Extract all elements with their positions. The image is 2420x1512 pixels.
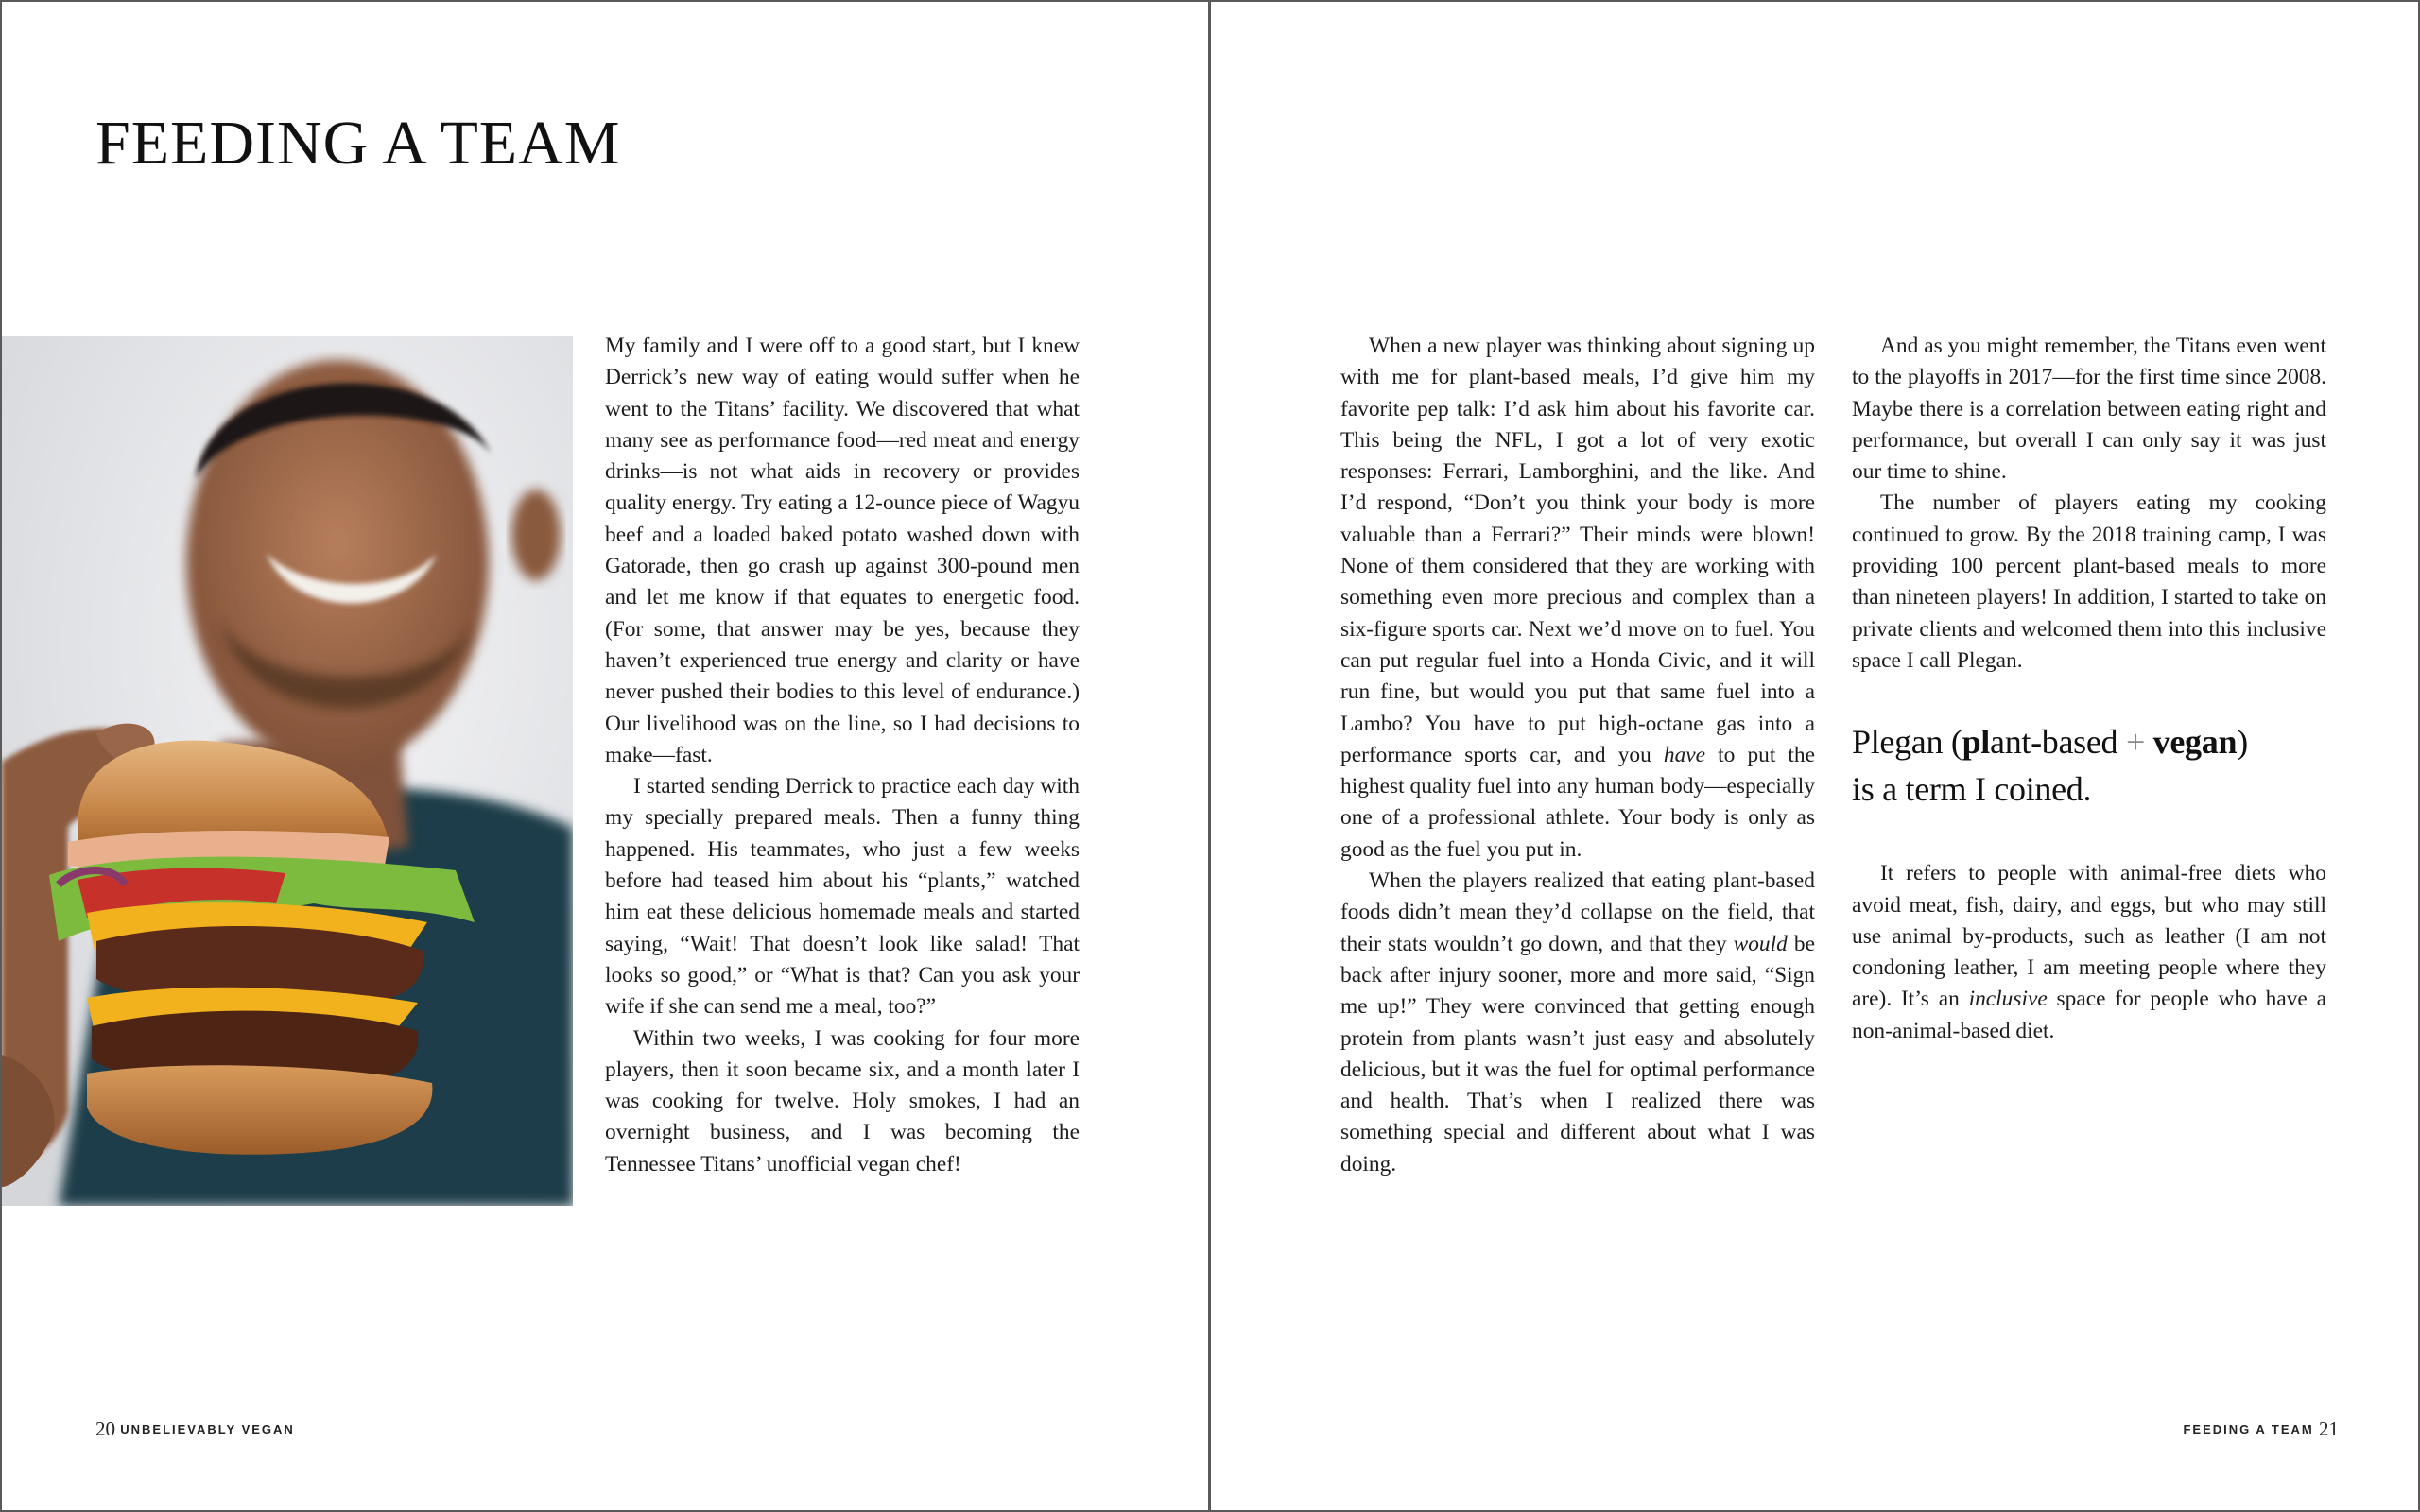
page-number: 20 — [95, 1418, 115, 1440]
text-run: It refers to people with animal-free diets who avoid meat, fish, dairy, and eggs, but who may still use animal by-products, such as leather (I am not condoning leather, I am meeting people where they are). It’s an — [1852, 861, 2326, 1012]
text-run: space for people who have a non-animal-based diet. — [1852, 987, 2326, 1043]
pull-quote-text: ant-based — [1990, 723, 2126, 762]
pull-quote-bold: vegan — [2152, 723, 2238, 762]
text-run: When the players realized that eating plant-based foods didn’t mean they’d collapse on the field, that their stats wouldn’t go down, and that they — [1340, 868, 1815, 956]
pull-quote — [1852, 718, 2326, 813]
gutter-divider — [1208, 0, 1211, 1512]
paragraph — [1340, 866, 1815, 1180]
body-column-2 — [1340, 331, 1815, 1180]
paragraph: I started sending Derrick to practice each day with my specially prepared meals. Then a funny thing happened. His teammates, who just a few weeks before had teased him about his “plants,” watched him eat these delicious homemade meals and started saying, “Wait! That doesn’t look like salad! That looks so good,” or “What is that? Can you ask your wife if she can send me a meal, too?” — [605, 774, 1080, 1020]
text-run: be back after injury sooner, more and more said, “Sign me up!” They were convinced that getting enough protein from plants wasn’t just easy and absolutely delicious, but it was the fuel for optimal performance and health. That’s when I realized there was something special and different about what I was doing. — [1340, 931, 1815, 1177]
pull-quote-text: Plegan ( — [1852, 723, 1962, 762]
folio-right — [2183, 1418, 2339, 1441]
page-number: 21 — [2319, 1418, 2339, 1440]
paragraph: The number of players eating my cooking continued to grow. By the 2018 training camp, I was providing 100 percent plant-based meals to more than nineteen players! In addition, I started to take on private clients and welcomed them into this inclusive space I call Plegan. — [1852, 490, 2326, 673]
text-run: to put the highest quality fuel into any human body—especially one of a professional athlete. Your body is only as good as the fuel you put in. — [1340, 742, 1816, 862]
pull-quote-plus: + — [2125, 723, 2145, 762]
paragraph — [1340, 331, 1815, 866]
emphasis: would — [1733, 931, 1788, 956]
chapter-title: FEEDING A TEAM — [95, 109, 621, 179]
pull-quote-text: ) — [2237, 723, 2248, 762]
pull-quote-bold: pl — [1962, 723, 1991, 762]
paragraph — [1852, 858, 2326, 1047]
running-head: FEEDING A TEAM — [2183, 1422, 2314, 1436]
folio-left — [95, 1418, 295, 1441]
body-column-1 — [605, 331, 1080, 1180]
body-column-3 — [1852, 331, 2326, 1047]
running-head: UNBELIEVABLY VEGAN — [120, 1422, 295, 1436]
paragraph: Within two weeks, I was cooking for four more players, then it soon became six, and a month later I was cooking for twelve. Holy smokes, I had an overnight business, and I was becoming the Tennessee Titans’ unofficial vegan chef! — [605, 1025, 1080, 1177]
paragraph: And as you might remember, the Titans even went to the playoffs in 2017—for the first time since 2008. Maybe there is a correlation between eating right and performance, but overall I can only say it was just our time to shine. — [1852, 334, 2326, 485]
emphasis: have — [1663, 742, 1706, 767]
text-run: When a new player was thinking about signing up with me for plant-based meals, I’d give him my favorite pep talk: I’d ask him about his favorite car. This being the NFL, I got a lot of very exotic responses: Ferrari, Lamborghini, and the like. And I’d respond, “Don’t you think your body is more valuable than a Ferrari?” Their minds were blown! None of them considered that they are working with something even more precious and complex than a six-figure sports car. Next we’d move on to fuel. You can put regular fuel into a Honda Civic, and it will run fine, but would you put that same fuel into a Lambo? You have to put high-octane gas into a performance sports car, and you — [1340, 334, 1815, 767]
pull-quote-line2: is a term I coined. — [1852, 770, 2092, 809]
paragraph: My family and I were off to a good start, but I knew Derrick’s new way of eating would suffer when he went to the Titans’ facility. We discovered that what many see as performance food—red meat and energy drinks—is not what aids in recovery or provides quality energy. Try eating a 12-ounce piece of Wagyu beef and a loaded baked potato washed down with Gatorade, then go crash up against 300-pound men and let me know if that equates to energetic food. (For some, that answer may be yes, because they haven’t experienced true energy and clarity or have never pushed their bodies to this level of endurance.) Our livelihood was on the line, so I had decisions to make—fast. — [605, 334, 1080, 767]
man-holding-burger-photo — [2, 336, 573, 1206]
pull-quote-text — [2145, 723, 2153, 761]
emphasis: inclusive — [1968, 987, 2048, 1012]
